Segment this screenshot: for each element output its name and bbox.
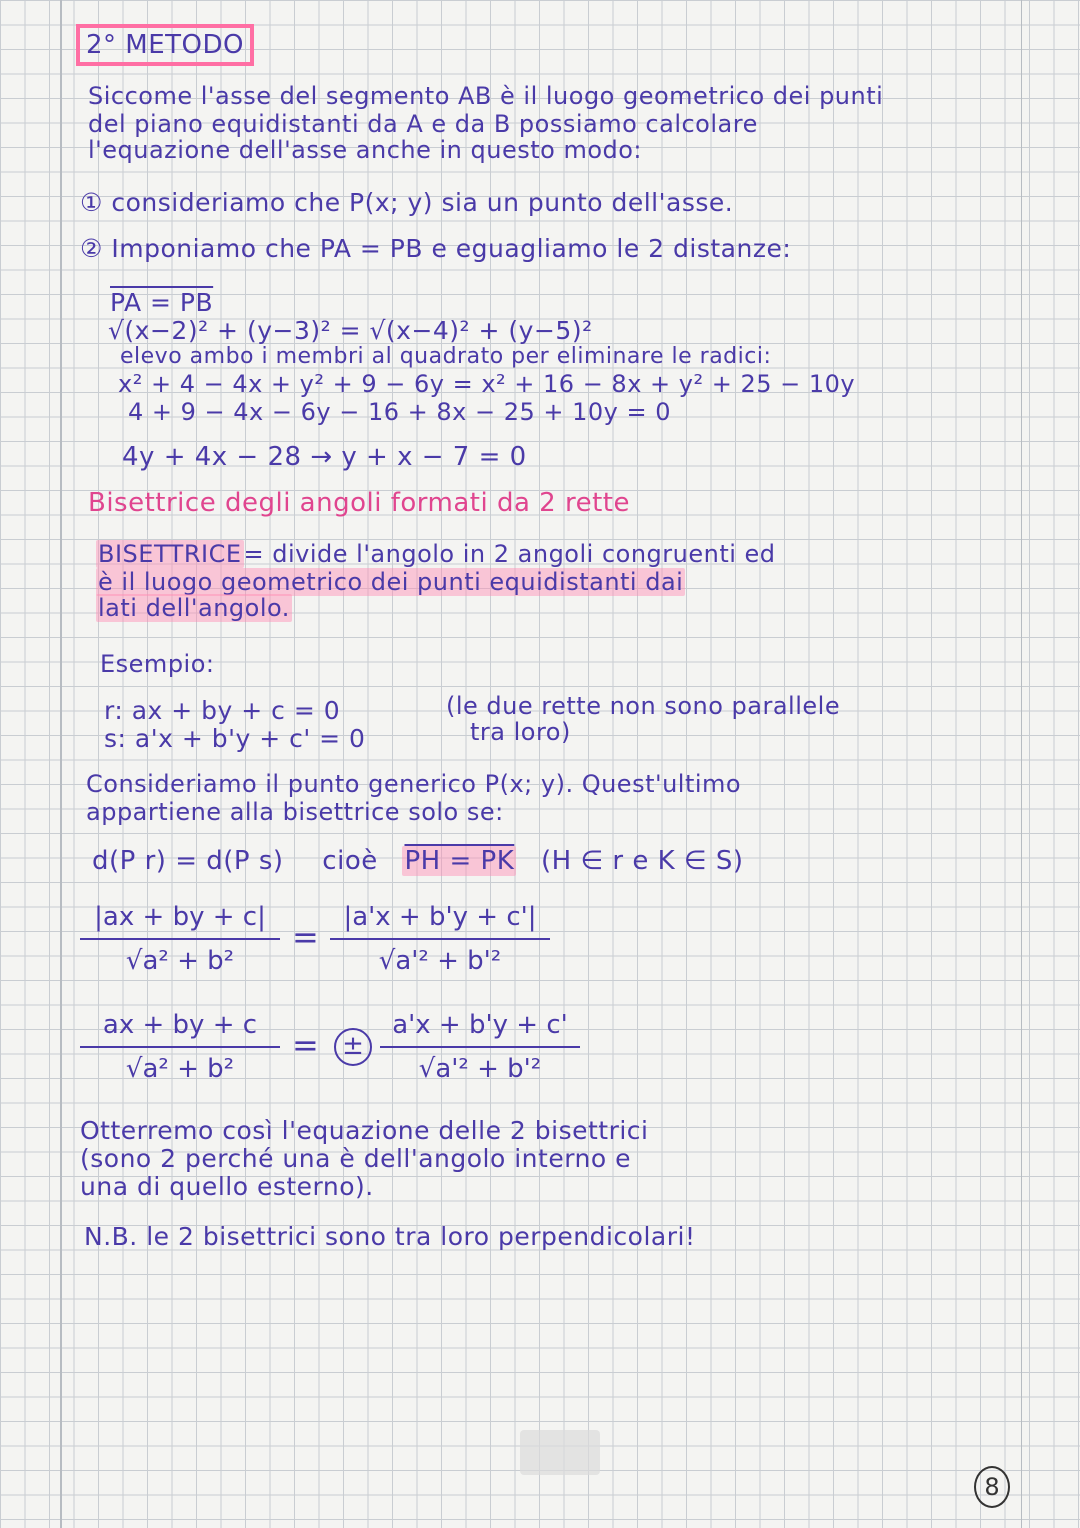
- fraction-2-equals: =: [292, 1026, 319, 1064]
- calc-note: elevo ambo i membri al quadrato per eliminare le radici:: [120, 344, 772, 369]
- calc-roots: √(x−2)² + (y−3)² = √(x−4)² + (y−5)²: [108, 316, 593, 345]
- fraction-1-left-den: √a² + b²: [125, 946, 235, 976]
- fraction-1-right-num: |a'x + b'y + c'|: [343, 902, 537, 932]
- calc-pa-pb: PA = PB: [110, 288, 214, 317]
- nb-note: N.B. le 2 bisettrici sono tra loro perpendicolari!: [84, 1222, 696, 1251]
- intro-line-2: del piano equidistanti da A e da B possiamo calcolare: [88, 110, 758, 138]
- distance-condition: (H ∈ r e K ∈ S): [541, 846, 744, 876]
- fraction-1-left-num: |ax + by + c|: [94, 902, 266, 932]
- definition-text-1: = divide l'angolo in 2 angoli congruenti ed: [243, 540, 776, 568]
- conclusion-line-2: (sono 2 perché una è dell'angolo interno e: [80, 1144, 632, 1173]
- definition-line-3: [96, 594, 292, 622]
- notebook-margin-line: [60, 0, 62, 1528]
- line-r-equation: r: ax + by + c = 0: [104, 696, 341, 725]
- step-2: ② Imponiamo che PA = PB e eguagliamo le 2 distanze:: [80, 234, 792, 263]
- lines-note-1: (le due rette non sono parallele: [446, 692, 841, 720]
- fraction-2-right-num: a'x + b'y + c': [392, 1010, 568, 1040]
- fraction-2-right-den: √a'² + b'²: [418, 1054, 542, 1084]
- fraction-2-left-bar: [80, 1046, 280, 1048]
- section-title: Bisettrice degli angoli formati da 2 rette: [88, 488, 630, 518]
- fraction-2-right: [380, 1010, 580, 1084]
- heading: 2° METODO: [76, 24, 254, 66]
- calc-simplify: 4 + 9 − 4x − 6y − 16 + 8x − 25 + 10y = 0: [128, 398, 671, 426]
- fraction-1-right: [330, 902, 550, 976]
- line-s-equation: s: a'x + b'y + c' = 0: [104, 724, 366, 753]
- calc-expand: x² + 4 − 4x + y² + 9 − 6y = x² + 16 − 8x + y² + 25 − 10y: [118, 370, 856, 398]
- fraction-1-right-den: √a'² + b'²: [378, 946, 502, 976]
- distance-eq: d(P r) = d(P s): [92, 846, 284, 876]
- conclusion-line-1: Otterremo così l'equazione delle 2 bisettrici: [80, 1116, 649, 1145]
- fraction-2-right-bar: [380, 1046, 580, 1048]
- conclusion-line-3: una di quello esterno).: [80, 1172, 374, 1201]
- definition-line-2: [96, 568, 685, 596]
- definition-line-1: [96, 540, 776, 568]
- fraction-2-left-num: ax + by + c: [102, 1010, 258, 1040]
- distance-equation: [92, 846, 744, 876]
- calc-result: 4y + 4x − 28 → y + x − 7 = 0: [122, 442, 527, 472]
- intro-line-1: Siccome l'asse del segmento AB è il luogo geometrico dei punti: [88, 82, 884, 110]
- definition-text-3: lati dell'angolo.: [98, 594, 290, 622]
- fraction-1-right-bar: [330, 938, 550, 940]
- consider-line-1: Consideriamo il punto generico P(x; y). Quest'ultimo: [86, 770, 742, 798]
- fraction-1-left: [80, 902, 280, 976]
- faded-stamp: [520, 1430, 600, 1475]
- notebook-right-edge: [1021, 0, 1022, 1528]
- fraction-1-equals: =: [292, 918, 319, 956]
- plus-minus-sign: ±: [334, 1028, 372, 1066]
- page-number: 8: [974, 1466, 1010, 1508]
- definition-text-2: è il luogo geometrico dei punti equidistanti dai: [98, 568, 684, 596]
- fraction-1-left-bar: [80, 938, 280, 940]
- distance-ph-pk: PH = PK: [404, 846, 515, 876]
- fraction-2-left: [80, 1010, 280, 1084]
- intro-line-3: l'equazione dell'asse anche in questo modo:: [88, 136, 643, 164]
- lines-note-2: tra loro): [470, 718, 571, 746]
- step-1: ① consideriamo che P(x; y) sia un punto dell'asse.: [80, 188, 734, 217]
- distance-cioe: cioè: [322, 846, 378, 876]
- definition-term: BISETTRICE: [98, 540, 242, 568]
- consider-line-2: appartiene alla bisettrice solo se:: [86, 798, 504, 826]
- fraction-2-left-den: √a² + b²: [125, 1054, 235, 1084]
- example-label: Esempio:: [100, 650, 215, 678]
